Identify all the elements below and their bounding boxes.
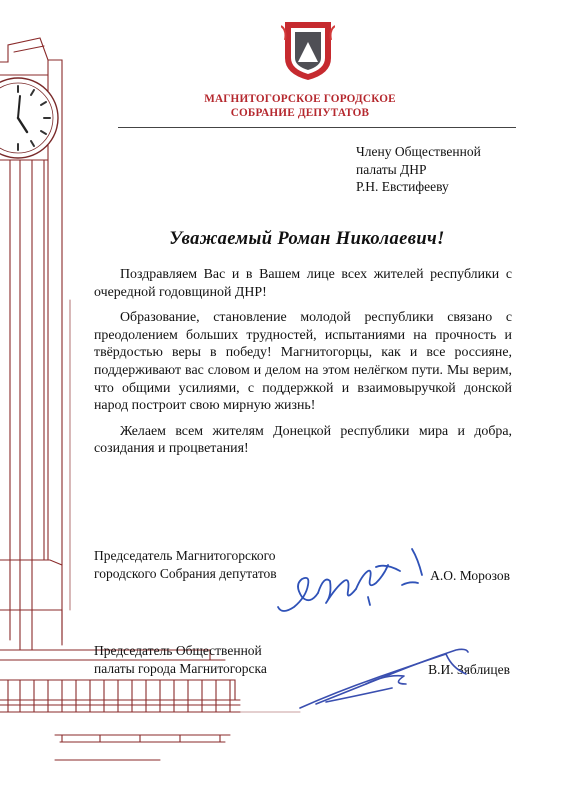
- clock-icon: [0, 78, 58, 158]
- signatory-title-1-line2: городского Собрания депутатов: [94, 565, 277, 581]
- signatory-title-1: [94, 547, 277, 582]
- body-paragraph-3: Желаем всем жителям Донецкой республики мира и добра, созидания и процветания!: [94, 423, 512, 457]
- org-name-line2: СОБРАНИЕ ДЕПУТАТОВ: [230, 107, 370, 119]
- body-paragraph-2: Образование, становление молодой республики связано с преодолением больших трудностей, испытаниями на прочность и твёрдостью веры в победу! Магнитогорцы, как и все россияне, поддерживают вас словом и делом на этом нелёгком пути. Мы верим, что общими усилиями, с поддержкой и взаимовыручкой донской народ построит свою мирную жизнь!: [94, 310, 512, 414]
- handwritten-signature-1: [272, 545, 440, 620]
- salutation: Уважаемый Роман Николаевич!: [169, 229, 445, 249]
- addressee-line1: Члену Общественной: [356, 144, 481, 159]
- org-name-line1: МАГНИТОГОРСКОЕ ГОРОДСКОЕ: [204, 93, 396, 105]
- signatory-name-1: А.О. Морозов: [430, 568, 510, 583]
- organization-name: [150, 92, 450, 120]
- magnitogorsk-coat-of-arms-icon: [281, 18, 335, 82]
- handwritten-signature-2: [296, 644, 474, 714]
- body-paragraph-1: Поздравляем Вас и в Вашем лице всех жителей республики с очередной годовщиной ДНР!: [94, 267, 512, 300]
- signatory-name-2: В.И. Зяблицев: [428, 662, 510, 677]
- addressee-block: [356, 143, 481, 196]
- header-divider: [118, 127, 516, 128]
- letter-body: [94, 266, 512, 466]
- signatory-title-1-line1: Председатель Магнитогорского: [94, 548, 276, 563]
- addressee-line3: Р.Н. Евстифееву: [356, 179, 449, 194]
- addressee-line2: палаты ДНР: [356, 161, 427, 177]
- signatory-title-2: [94, 642, 267, 677]
- signatory-title-2-line1: Председатель Общественной: [94, 643, 262, 658]
- signatory-title-2-line2: палаты города Магнитогорска: [94, 660, 267, 676]
